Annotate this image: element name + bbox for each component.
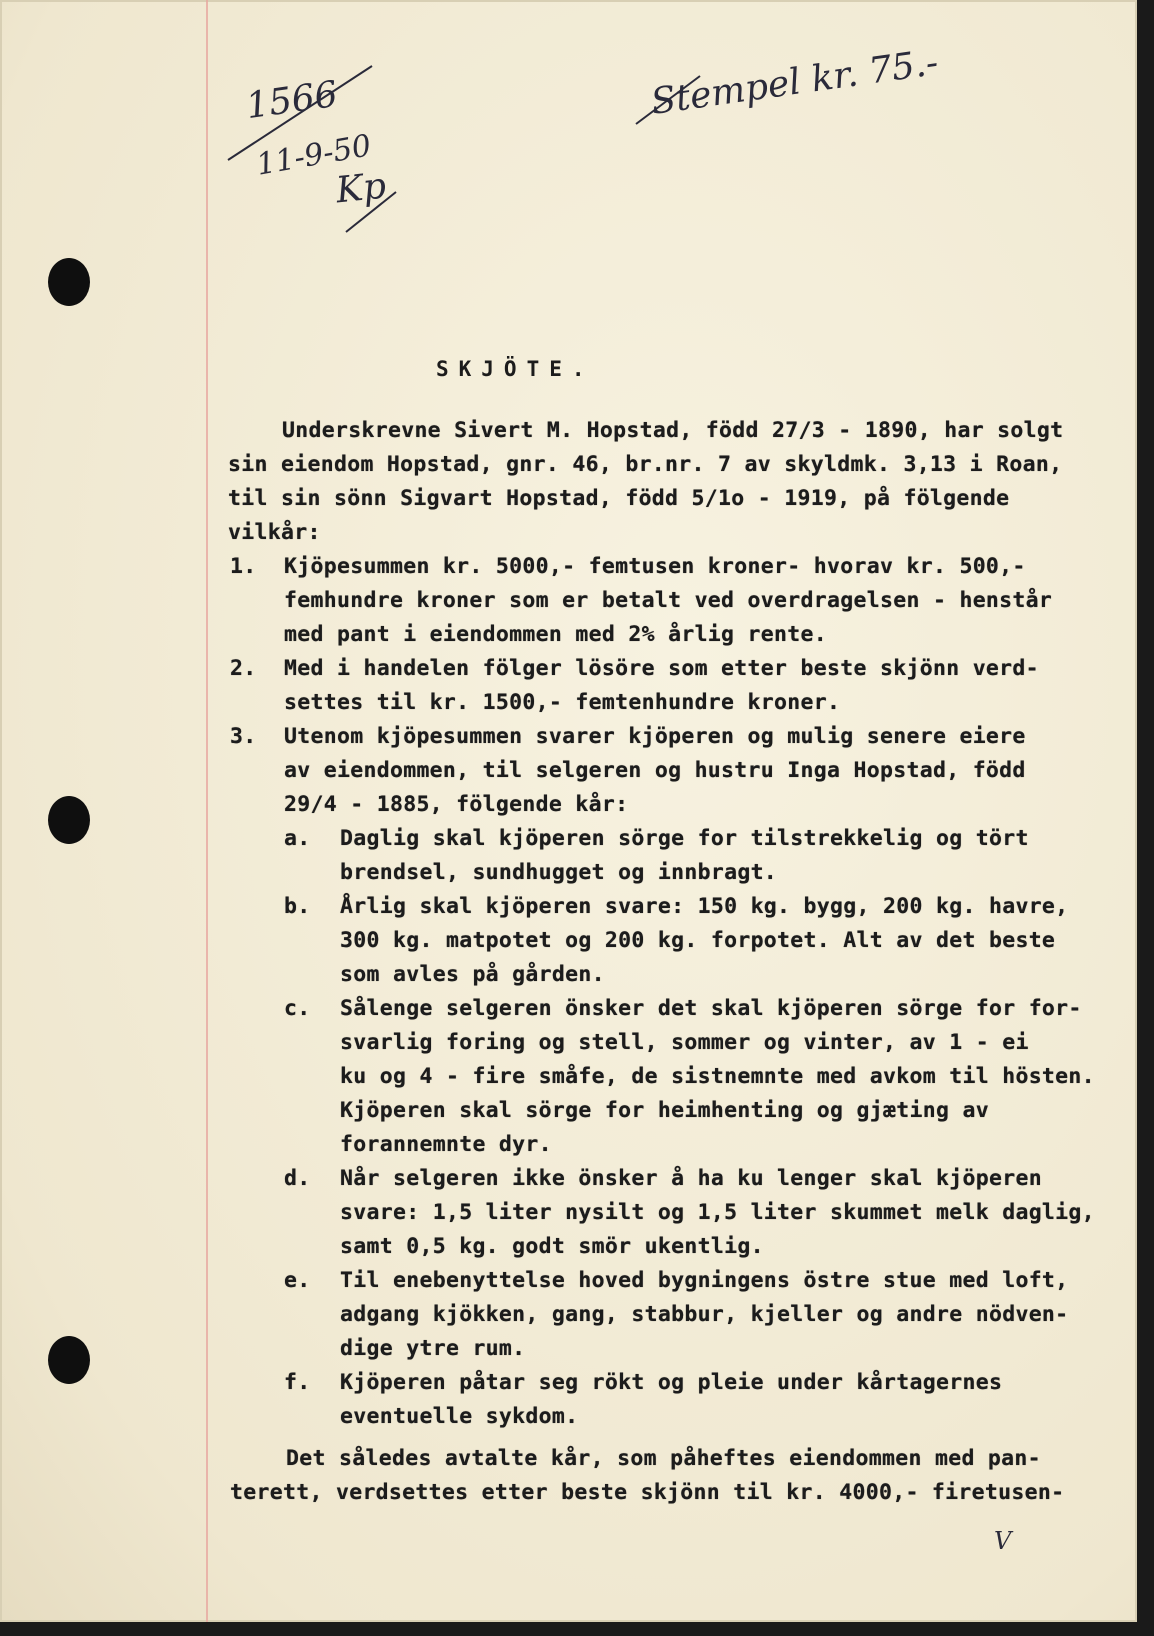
- subclause-letter: b.: [284, 894, 311, 919]
- clause-line: med pant i eiendommen med 2% årlig rente.: [284, 622, 828, 647]
- clause-line: femhundre kroner som er betalt ved overdragelsen - henstår: [284, 588, 1053, 613]
- closing-line: Det således avtalte kår, som påheftes eiendommen med pan-: [286, 1446, 1041, 1471]
- intro-line: vilkår:: [228, 520, 321, 545]
- intro-line: sin eiendom Hopstad, gnr. 46, br.nr. 7 av skyldmk. 3,13 i Roan,: [228, 452, 1063, 477]
- subclause-line: Sålenge selgeren önsker det skal kjöperen sörge for for-: [340, 996, 1082, 1021]
- clause-number: 3.: [230, 724, 257, 749]
- subclause-line: eventuelle sykdom.: [340, 1404, 579, 1429]
- subclause-letter: a.: [284, 826, 311, 851]
- subclause-line: 300 kg. matpotet og 200 kg. forpotet. Alt av det beste: [340, 928, 1056, 953]
- subclause-line: dige ytre rum.: [340, 1336, 526, 1361]
- subclause-letter: d.: [284, 1166, 311, 1191]
- subclause-line: Kjöperen skal sörge for heimhenting og gjæting av: [340, 1098, 989, 1123]
- clause-line: Kjöpesummen kr. 5000,- femtusen kroner- hvorav kr. 500,-: [284, 554, 1026, 579]
- clause-line: settes til kr. 1500,- femtenhundre kroner.: [284, 690, 841, 715]
- clause-number: 2.: [230, 656, 257, 681]
- subclause-line: Årlig skal kjöperen svare: 150 kg. bygg, 200 kg. havre,: [340, 894, 1069, 919]
- document-title: SKJÖTE.: [436, 357, 595, 381]
- handwritten-stamp-note: Stempel kr. 75.-: [648, 42, 941, 123]
- subclause-line: Til enebenyttelse hoved bygningens östre stue med loft,: [340, 1268, 1069, 1293]
- handwritten-reference-number: 1566: [243, 73, 341, 128]
- clause-line: Utenom kjöpesummen svarer kjöperen og mulig senere eiere: [284, 724, 1026, 749]
- closing-line: terett, verdsettes etter beste skjönn til kr. 4000,- firetusen-: [230, 1480, 1065, 1505]
- subclause-line: Daglig skal kjöperen sörge for tilstrekkelig og tört: [340, 826, 1029, 851]
- clause-line: av eiendommen, til selgeren og hustru Inga Hopstad, född: [284, 758, 1026, 783]
- subclause-letter: c.: [284, 996, 311, 1021]
- subclause-letter: e.: [284, 1268, 311, 1293]
- subclause-letter: f.: [284, 1370, 311, 1395]
- clause-line: Med i handelen fölger lösöre som etter beste skjönn verd-: [284, 656, 1039, 681]
- subclause-line: som avles på gården.: [340, 962, 605, 987]
- clause-line: 29/4 - 1885, fölgende kår:: [284, 792, 629, 817]
- subclause-line: adgang kjökken, gang, stabbur, kjeller og andre nödven-: [340, 1302, 1069, 1327]
- subclause-line: Når selgeren ikke önsker å ha ku lenger skal kjöperen: [340, 1166, 1042, 1191]
- handwritten-initials: Kp: [333, 165, 388, 212]
- intro-line: til sin sönn Sigvart Hopstad, född 5/1o - 1919, på fölgende: [228, 486, 1010, 511]
- subclause-line: svare: 1,5 liter nysilt og 1,5 liter skummet melk daglig,: [340, 1200, 1095, 1225]
- subclause-line: samt 0,5 kg. godt smör ukentlig.: [340, 1234, 764, 1259]
- intro-line: Underskrevne Sivert M. Hopstad, född 27/3 - 1890, har solgt: [282, 418, 1064, 443]
- subclause-line: forannemnte dyr.: [340, 1132, 552, 1157]
- subclause-line: Kjöperen påtar seg rökt og pleie under kårtagernes: [340, 1370, 1003, 1395]
- subclause-line: brendsel, sundhugget og innbragt.: [340, 860, 778, 885]
- handwritten-page-mark: V: [994, 1527, 1012, 1555]
- clause-number: 1.: [230, 554, 257, 579]
- subclause-line: svarlig foring og stell, sommer og vinter, av 1 - ei: [340, 1030, 1029, 1055]
- subclause-line: ku og 4 - fire småfe, de sistnemnte med avkom til hösten.: [340, 1064, 1095, 1089]
- handwritten-date: 11-9-50: [253, 128, 374, 183]
